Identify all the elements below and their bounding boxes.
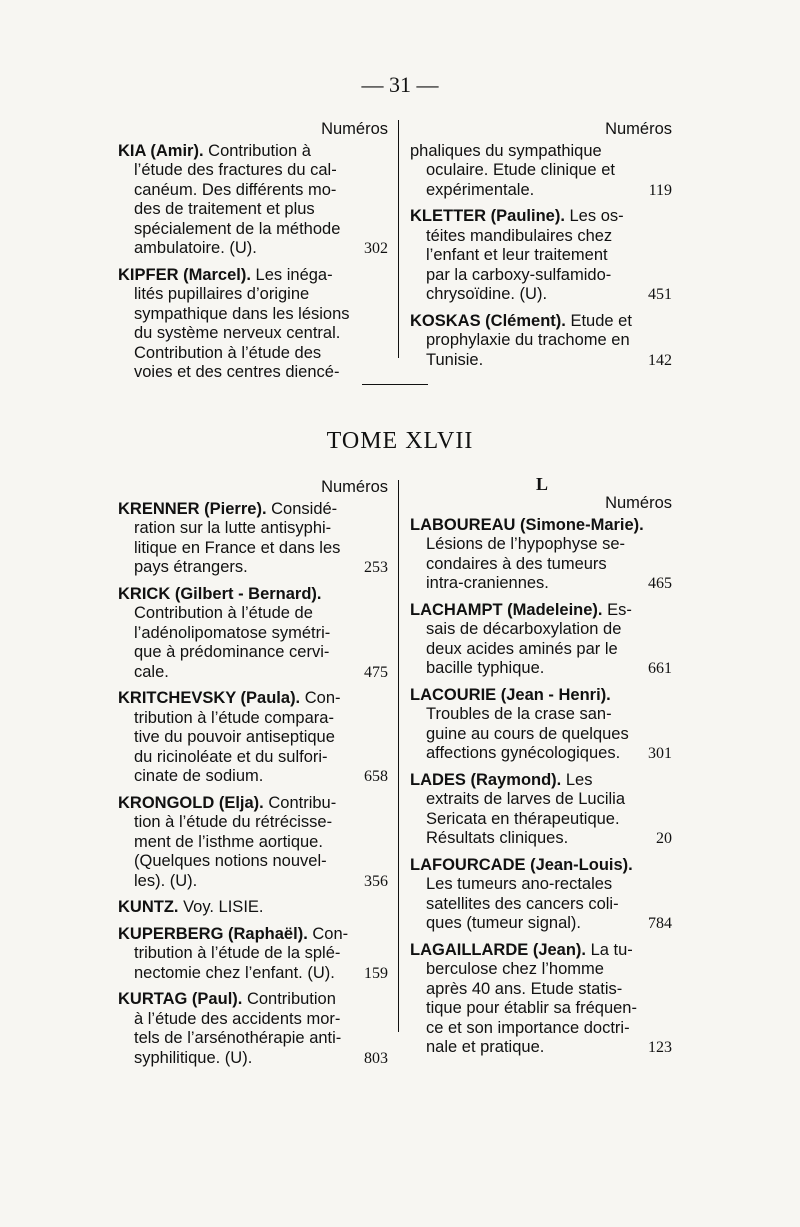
index-entry [410,601,672,679]
entry-last-line [118,239,388,259]
tome-title: TOME XLVII [326,428,474,454]
entry-line [118,794,388,814]
entry-last-line [118,663,388,683]
entry-last-line [118,898,388,918]
entry-last-line [410,574,672,594]
entry-text: Les [561,770,593,789]
entry-text: cinate de sodium. [134,767,264,785]
entry-number: 123 [648,1039,672,1056]
entry-text: syphilitique. (U). [134,1048,253,1067]
index-entry [118,142,388,259]
entry-text: Contribution [242,990,336,1008]
entry-line: canéum. Des différents mo- [134,180,337,199]
entry-number: 465 [648,575,672,592]
entry-line [410,516,672,536]
entry-number: 302 [364,240,388,257]
entry-text: cale. [134,662,169,681]
entry-last-line [410,829,672,849]
entry-line [118,689,388,709]
author-name: KUNTZ. [118,898,179,916]
entry-number: 658 [364,768,388,785]
bottom-column-divider [398,480,399,1032]
entry-line: sympathique dans les lésions [134,304,350,323]
entry-last-line [410,181,672,201]
author-name: KRICK (Gilbert - Bernard). [118,584,322,603]
entry-text: nale et pratique. [426,1038,545,1056]
entry-number: 356 [364,872,388,890]
entry-text: ambulatoire. (U). [134,239,257,257]
top-right-column [410,120,672,377]
entry-line: après 40 ans. Etude statis- [426,979,623,998]
entry-text: Les os- [564,207,624,225]
author-name: LABOUREAU (Simone-Marie). [410,515,644,534]
entry-line [410,771,672,791]
entry-text: voies et des centres diencé- [134,363,340,381]
entry-line: Les tumeurs ano-rectales [426,875,613,893]
entry-line: lités pupillaires d’origine [134,285,310,303]
entry-text: Con- [300,689,341,707]
index-entry [118,500,388,578]
entry-line: condaires à des tumeurs [426,554,607,573]
index-entry [410,856,672,934]
entry-last-line [410,914,672,934]
entry-text: bacille typhique. [426,659,545,677]
author-name: KIPFER (Marcel). [118,265,251,284]
index-entry [410,207,672,305]
entry-last-line [410,285,672,305]
index-entry [410,771,672,849]
numeros-header: Numéros [321,478,388,496]
entry-number: 20 [656,830,672,847]
author-name: LACOURIE (Jean - Henri). [410,685,611,704]
entry-last-line [410,351,672,371]
entry-line: l’étude des fractures du cal- [134,161,337,179]
author-name: LADES (Raymond). [410,770,562,789]
entry-line: Sericata en thérapeutique. [426,809,620,828]
top-column-divider [398,120,399,358]
entry-text: pays étrangers. [134,558,248,576]
entry-line: Contribution à l’étude de [134,604,313,622]
entry-number: 475 [364,663,388,681]
author-name: LAGAILLARDE (Jean). [410,940,587,959]
entry-line: oculaire. Etude clinique et [426,161,615,179]
entry-line: sais de décarboxylation de [426,620,622,638]
index-entry [410,142,672,201]
entry-text: ques (tumeur signal). [426,914,581,932]
entry-number: 784 [648,915,672,932]
entry-line: guine au cours de quelques [426,724,629,743]
entry-number: 301 [648,745,672,762]
index-entry [118,689,388,787]
author-name: LAFOURCADE (Jean-Louis). [410,855,633,874]
bottom-left-column [118,478,388,1075]
entry-number: 159 [364,964,388,982]
index-entry [118,794,388,892]
entry-line [410,207,672,227]
entry-line [410,941,672,961]
entry-line: que à prédominance cervi- [134,643,330,661]
entry-number: 451 [648,286,672,303]
entry-line [410,142,672,162]
author-name: LACHAMPT (Madeleine). [410,600,603,619]
entry-number: 119 [648,181,672,199]
entry-last-line [118,767,388,787]
entry-line: du ricinoléate et du sulfori- [134,747,328,766]
entry-line [410,601,672,621]
author-name: KOSKAS (Clément). [410,311,566,330]
entry-text: expérimentale. [426,180,535,199]
index-entry [410,686,672,764]
numeros-header: Numéros [605,494,672,512]
numeros-header: Numéros [321,120,388,138]
entry-text: chrysoïdine. (U). [426,285,548,303]
page-number: — 31 — [361,72,439,97]
entry-last-line [118,558,388,578]
author-name: KUPERBERG (Raphaël). [118,924,308,943]
entry-line: par la carboxy-sulfamido- [426,265,612,284]
entry-line: tels de l’arsénothérapie anti- [134,1029,342,1047]
entry-line: ration sur la lutte antisyphi- [134,519,332,537]
entry-line [118,142,388,162]
entry-line: tribution à l’étude de la splé- [134,944,341,962]
entry-number: 142 [648,351,672,369]
bottom-right-column [410,494,672,1065]
entry-line: du système nerveux central. [134,324,341,342]
entry-line: l’enfant et leur traitement [426,246,608,264]
entry-text: nectomie chez l’enfant. (U). [134,963,335,982]
section-divider [362,384,428,385]
entry-last-line [118,872,388,892]
entry-line: extraits de larves de Lucilia [426,790,626,808]
entry-line: Troubles de la crase san- [426,705,612,723]
entry-line [118,925,388,945]
entry-text: Es- [602,600,632,619]
entry-line: litique en France et dans les [134,538,341,557]
author-name: KLETTER (Pauline). [410,207,565,225]
entry-line: deux acides aminés par le [426,639,618,658]
entry-text: les). (U). [134,871,198,890]
entry-line: berculose chez l’homme [426,960,604,978]
entry-last-line [410,744,672,764]
index-entry [118,925,388,984]
entry-line: spécialement de la méthode [134,219,341,238]
entry-line: tique pour établir sa fréquen- [426,999,637,1017]
author-name: KURTAG (Paul). [118,990,243,1008]
entry-line: Contribution à l’étude des [134,343,322,362]
entry-line [410,686,672,706]
index-entry [118,898,388,918]
entry-last-line [118,363,388,383]
entry-text: Con- [307,924,349,943]
entry-line: à l’étude des accidents mor- [134,1009,341,1028]
entry-number: 661 [648,660,672,677]
author-name: KRONGOLD (Elja). [118,793,264,812]
entry-line: satellites des cancers coli- [426,894,619,913]
entry-text: Résultats cliniques. [426,829,569,847]
entry-text: Contribution à [203,141,311,160]
entry-text: Contribu- [263,793,337,812]
entry-text: Considé- [266,499,338,518]
entry-text: Les inéga- [250,265,333,284]
author-name: KRITCHEVSKY (Paula). [118,689,301,707]
author-name: KIA (Amir). [118,141,204,160]
entry-text: La tu- [586,940,633,959]
index-entry [410,516,672,594]
entry-text: Etude et [565,311,632,330]
author-name: KRENNER (Pierre). [118,499,267,518]
entry-line: l’adénolipomatose symétri- [134,623,331,642]
entry-last-line [410,1038,672,1058]
entry-line: tive du pouvoir antiseptique [134,728,335,746]
index-entry [410,312,672,371]
index-entry [118,990,388,1068]
index-entry [118,585,388,683]
entry-line [410,312,672,332]
top-left-column [118,120,388,390]
entry-number: 803 [364,1049,388,1067]
entry-number: 253 [364,559,388,576]
entry-line [118,500,388,520]
entry-line [118,585,388,605]
entry-line [118,266,388,286]
entry-line: (Quelques notions nouvel- [134,852,327,870]
index-entry [410,941,672,1058]
entry-line [410,856,672,876]
entry-line: ce et son importance doctri- [426,1018,630,1037]
numeros-header: Numéros [605,120,672,138]
entry-text: phaliques du sympathique [410,141,602,160]
entry-last-line [410,659,672,679]
entry-line: prophylaxie du trachome en [426,331,630,349]
index-entry [118,266,388,383]
entry-line: ment de l’isthme aortique. [134,832,323,851]
entry-line: tribution à l’étude compara- [134,708,334,727]
entry-line [118,990,388,1010]
entry-last-line [118,1049,388,1069]
entry-text: Tunisie. [426,350,484,369]
entry-line: des de traitement et plus [134,200,315,218]
entry-line: Lésions de l’hypophyse se- [426,535,626,553]
entry-text: affections gynécologiques. [426,744,621,762]
entry-text: KUNTZ. Voy. LISIE. [118,898,264,916]
entry-last-line [118,964,388,984]
entry-text: intra-craniennes. [426,574,549,592]
entry-line: tion à l’étude du rétrécisse- [134,813,333,831]
entry-line: téites mandibulaires chez [426,226,613,245]
letter-heading: L [536,474,549,494]
